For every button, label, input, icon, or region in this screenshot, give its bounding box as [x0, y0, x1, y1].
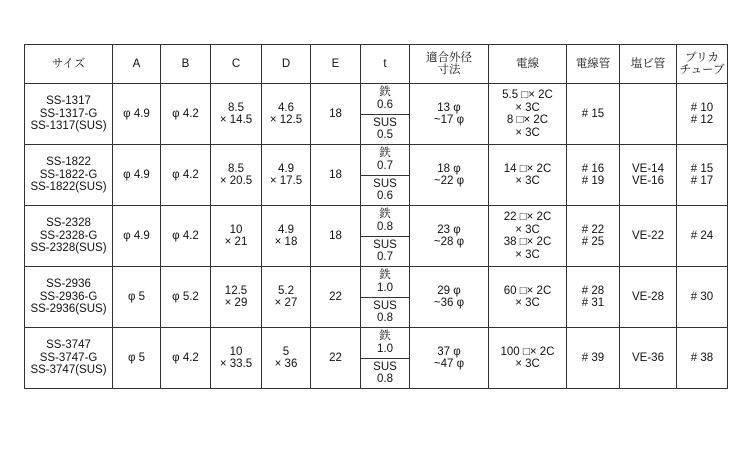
- cell-wire-tube: [567, 84, 620, 145]
- cell-b: φ 4.2: [161, 145, 211, 206]
- cell-plica: [677, 267, 728, 328]
- cell-wire-line: × 3C: [515, 175, 540, 187]
- header-plica-line: チューブ: [679, 64, 725, 76]
- cell-d-line: 5.2: [278, 284, 294, 297]
- cell-size-line: SS-2328: [46, 217, 91, 230]
- cell-d-line: × 18: [274, 236, 298, 248]
- thickness-stack: [361, 145, 409, 205]
- cell-fit-diameter-line: ~28 φ: [433, 236, 465, 248]
- thickness-steel: [361, 267, 409, 297]
- cell-c-line: 10: [229, 223, 243, 236]
- cell-c-line: × 33.5: [219, 358, 253, 370]
- cell-size-line: SS-2936-G: [39, 290, 98, 303]
- cell-b: φ 4.2: [161, 206, 211, 267]
- cell-size-line: SS-2328(SUS): [30, 242, 107, 255]
- cell-wire-tube-line: # 28: [581, 284, 605, 297]
- cell-plica: [677, 84, 728, 145]
- cell-wire: [489, 328, 567, 389]
- cell-pvc-line: VE-14: [632, 162, 664, 175]
- cell-d: [262, 84, 311, 145]
- cell-d: [262, 145, 311, 206]
- cell-plica-line: # 15: [690, 162, 714, 175]
- cell-c-line: × 14.5: [219, 114, 253, 126]
- cell-a: φ 5: [113, 267, 161, 328]
- cell-wire-line: × 3C: [515, 297, 540, 309]
- cell-size: [25, 84, 113, 145]
- thickness-sus-line: 0.6: [377, 190, 393, 203]
- cell-plica: [677, 328, 728, 389]
- cell-thickness: [361, 145, 410, 206]
- header-t: t: [361, 45, 410, 84]
- table-row: [25, 84, 728, 145]
- thickness-steel: [361, 145, 409, 175]
- cell-size: [25, 145, 113, 206]
- cell-size: [25, 206, 113, 267]
- cell-pvc: [620, 145, 677, 206]
- thickness-stack: [361, 84, 409, 144]
- cell-c-line: × 21: [224, 236, 248, 248]
- cell-a: φ 4.9: [113, 84, 161, 145]
- cell-wire-line: 100 □× 2C: [500, 345, 555, 358]
- cell-fit-diameter: [410, 145, 489, 206]
- thickness-steel: [361, 84, 409, 114]
- cell-wire-line: × 3C: [515, 248, 540, 261]
- cell-thickness: [361, 267, 410, 328]
- header-b: B: [161, 45, 211, 84]
- cell-thickness: [361, 328, 410, 389]
- cell-plica-line: # 10: [690, 101, 714, 114]
- cell-pvc: [620, 206, 677, 267]
- cell-e: 22: [311, 267, 361, 328]
- cell-d-line: × 12.5: [269, 114, 303, 126]
- thickness-sus-line: SUS: [373, 360, 397, 373]
- thickness-stack: [361, 328, 409, 388]
- cell-wire: [489, 206, 567, 267]
- cell-wire-line: 5.5 □× 2C: [502, 89, 553, 101]
- cell-plica-line: # 17: [690, 175, 714, 187]
- cell-fit-diameter-line: ~36 φ: [433, 297, 465, 309]
- cell-fit-diameter-line: 29 φ: [437, 284, 461, 297]
- cell-c: [211, 206, 262, 267]
- cell-size-line: SS-3747-G: [39, 351, 98, 364]
- thickness-sus-line: SUS: [373, 116, 397, 129]
- cell-wire-line: 38 □× 2C: [503, 236, 552, 248]
- cell-e: 18: [311, 145, 361, 206]
- cell-wire: [489, 145, 567, 206]
- cell-fit-diameter-line: 18 φ: [437, 162, 461, 175]
- cell-wire: [489, 84, 567, 145]
- cell-size-line: SS-1822(SUS): [30, 181, 107, 194]
- thickness-steel-line: 鉄: [379, 147, 391, 160]
- cell-wire-line: 14 □× 2C: [503, 162, 552, 175]
- cell-fit-diameter-line: ~17 φ: [433, 114, 465, 126]
- thickness-sus: [361, 236, 409, 267]
- thickness-sus: [361, 114, 409, 145]
- cell-pvc-line: VE-28: [632, 290, 664, 303]
- header-d: D: [262, 45, 311, 84]
- cell-plica-line: # 24: [690, 229, 714, 242]
- thickness-steel: [361, 206, 409, 236]
- cell-size-line: SS-1822: [46, 156, 91, 169]
- cell-c: [211, 328, 262, 389]
- header-pvc: 塩ビ管: [620, 45, 677, 84]
- cell-d-line: 4.9: [278, 223, 294, 236]
- spec-table: [24, 44, 728, 389]
- cell-pvc: [620, 328, 677, 389]
- thickness-steel-line: 0.7: [377, 159, 393, 172]
- table-row: [25, 206, 728, 267]
- thickness-sus-line: 0.7: [377, 251, 393, 264]
- cell-wire-tube: [567, 328, 620, 389]
- cell-wire-line: × 3C: [515, 223, 540, 236]
- cell-size-line: SS-2936: [46, 278, 91, 291]
- cell-a: φ 4.9: [113, 145, 161, 206]
- cell-fit-diameter: [410, 206, 489, 267]
- cell-b: φ 4.2: [161, 328, 211, 389]
- cell-d: [262, 328, 311, 389]
- cell-plica-line: # 12: [690, 114, 714, 126]
- cell-wire-tube-line: # 25: [581, 236, 605, 248]
- cell-fit-diameter: [410, 267, 489, 328]
- cell-wire-tube-line: # 19: [581, 175, 605, 187]
- cell-pvc-line: VE-36: [632, 351, 664, 364]
- cell-wire-tube-line: # 15: [581, 107, 605, 120]
- cell-d-line: × 36: [274, 358, 298, 370]
- header-wire-tube: 電線管: [567, 45, 620, 84]
- thickness-sus-line: SUS: [373, 299, 397, 312]
- thickness-stack: [361, 206, 409, 266]
- cell-d-line: × 27: [274, 297, 298, 309]
- cell-wire-line: × 3C: [515, 101, 540, 114]
- cell-fit-diameter-line: 13 φ: [437, 101, 461, 114]
- thickness-steel-line: 1.0: [377, 342, 393, 355]
- cell-size: [25, 267, 113, 328]
- cell-wire-tube-line: # 22: [581, 223, 605, 236]
- cell-wire-line: 8 □× 2C: [506, 114, 549, 126]
- cell-fit-diameter-line: ~47 φ: [433, 358, 465, 370]
- cell-wire-tube: [567, 145, 620, 206]
- cell-wire-tube: [567, 206, 620, 267]
- cell-e: 18: [311, 84, 361, 145]
- header-fit-diameter: [410, 45, 489, 84]
- thickness-steel: [361, 328, 409, 358]
- thickness-sus-line: SUS: [373, 177, 397, 190]
- cell-e: 18: [311, 206, 361, 267]
- thickness-sus: [361, 358, 409, 389]
- cell-wire-tube: [567, 267, 620, 328]
- header-wire: 電線: [489, 45, 567, 84]
- cell-pvc: [620, 267, 677, 328]
- thickness-sus-line: SUS: [373, 238, 397, 251]
- cell-d-line: × 17.5: [269, 175, 303, 187]
- cell-size-line: SS-1317: [46, 95, 91, 108]
- thickness-steel-line: 0.6: [377, 98, 393, 111]
- cell-wire-line: 60 □× 2C: [503, 284, 552, 297]
- thickness-steel-line: 0.8: [377, 220, 393, 233]
- thickness-sus: [361, 175, 409, 206]
- thickness-steel-line: 鉄: [379, 86, 391, 99]
- cell-e: 22: [311, 328, 361, 389]
- cell-plica: [677, 206, 728, 267]
- cell-fit-diameter-line: 23 φ: [437, 223, 461, 236]
- cell-fit-diameter-line: ~22 φ: [433, 175, 465, 187]
- cell-wire-line: 22 □× 2C: [503, 211, 552, 223]
- thickness-sus: [361, 297, 409, 328]
- cell-d-line: 4.6: [278, 101, 294, 114]
- header-fit-line: 適合外径: [426, 51, 472, 64]
- cell-fit-diameter: [410, 84, 489, 145]
- header-a: A: [113, 45, 161, 84]
- cell-a: φ 5: [113, 328, 161, 389]
- header-c: C: [211, 45, 262, 84]
- cell-pvc-line: VE-22: [632, 229, 664, 242]
- table-row: [25, 328, 728, 389]
- cell-wire-line: × 3C: [515, 358, 540, 370]
- table-row: [25, 145, 728, 206]
- header-plica: [677, 45, 728, 84]
- cell-c-line: 10: [229, 345, 243, 358]
- cell-d: [262, 206, 311, 267]
- cell-wire: [489, 267, 567, 328]
- thickness-steel-line: 鉄: [379, 330, 391, 343]
- thickness-steel-line: 鉄: [379, 269, 391, 282]
- cell-c-line: 8.5: [228, 101, 244, 114]
- cell-c: [211, 145, 262, 206]
- header-plica-line: プリカ: [685, 51, 719, 64]
- cell-size-line: SS-2328-G: [39, 229, 98, 242]
- thickness-stack: [361, 267, 409, 327]
- cell-a: φ 4.9: [113, 206, 161, 267]
- cell-wire-tube-line: # 39: [581, 351, 605, 364]
- table-body: [25, 84, 728, 389]
- cell-d-line: 4.9: [278, 162, 294, 175]
- cell-thickness: [361, 84, 410, 145]
- cell-c-line: × 20.5: [219, 175, 253, 187]
- cell-size-line: SS-3747: [46, 339, 91, 352]
- cell-c-line: 12.5: [224, 284, 248, 297]
- cell-c-line: × 29: [224, 297, 248, 309]
- cell-size-line: SS-1317(SUS): [30, 120, 107, 133]
- cell-b: φ 5.2: [161, 267, 211, 328]
- cell-d-line: 5: [282, 345, 290, 358]
- cell-pvc: [620, 84, 677, 145]
- cell-c-line: 8.5: [228, 162, 244, 175]
- thickness-steel-line: 鉄: [379, 208, 391, 221]
- cell-c: [211, 267, 262, 328]
- cell-plica: [677, 145, 728, 206]
- table-row: [25, 267, 728, 328]
- cell-plica-line: # 38: [690, 351, 714, 364]
- cell-size-line: SS-1317-G: [39, 107, 98, 120]
- header-fit-line: 寸法: [437, 64, 461, 76]
- cell-size-line: SS-1822-G: [39, 168, 98, 181]
- cell-wire-line: × 3C: [515, 126, 540, 139]
- cell-b: φ 4.2: [161, 84, 211, 145]
- cell-plica-line: # 30: [690, 290, 714, 303]
- cell-d: [262, 267, 311, 328]
- thickness-sus-line: 0.8: [377, 312, 393, 325]
- cell-fit-diameter-line: 37 φ: [437, 345, 461, 358]
- thickness-steel-line: 1.0: [377, 281, 393, 294]
- cell-size: [25, 328, 113, 389]
- header-row: [25, 45, 728, 84]
- cell-size-line: SS-3747(SUS): [30, 364, 107, 377]
- cell-size-line: SS-2936(SUS): [30, 303, 107, 316]
- thickness-sus-line: 0.5: [377, 129, 393, 142]
- cell-wire-tube-line: # 31: [581, 297, 605, 309]
- cell-thickness: [361, 206, 410, 267]
- cell-pvc-line: VE-16: [632, 175, 664, 187]
- cell-fit-diameter: [410, 328, 489, 389]
- cell-c: [211, 84, 262, 145]
- header-size: サイズ: [25, 45, 113, 84]
- header-e: E: [311, 45, 361, 84]
- thickness-sus-line: 0.8: [377, 373, 393, 386]
- cell-wire-tube-line: # 16: [581, 162, 605, 175]
